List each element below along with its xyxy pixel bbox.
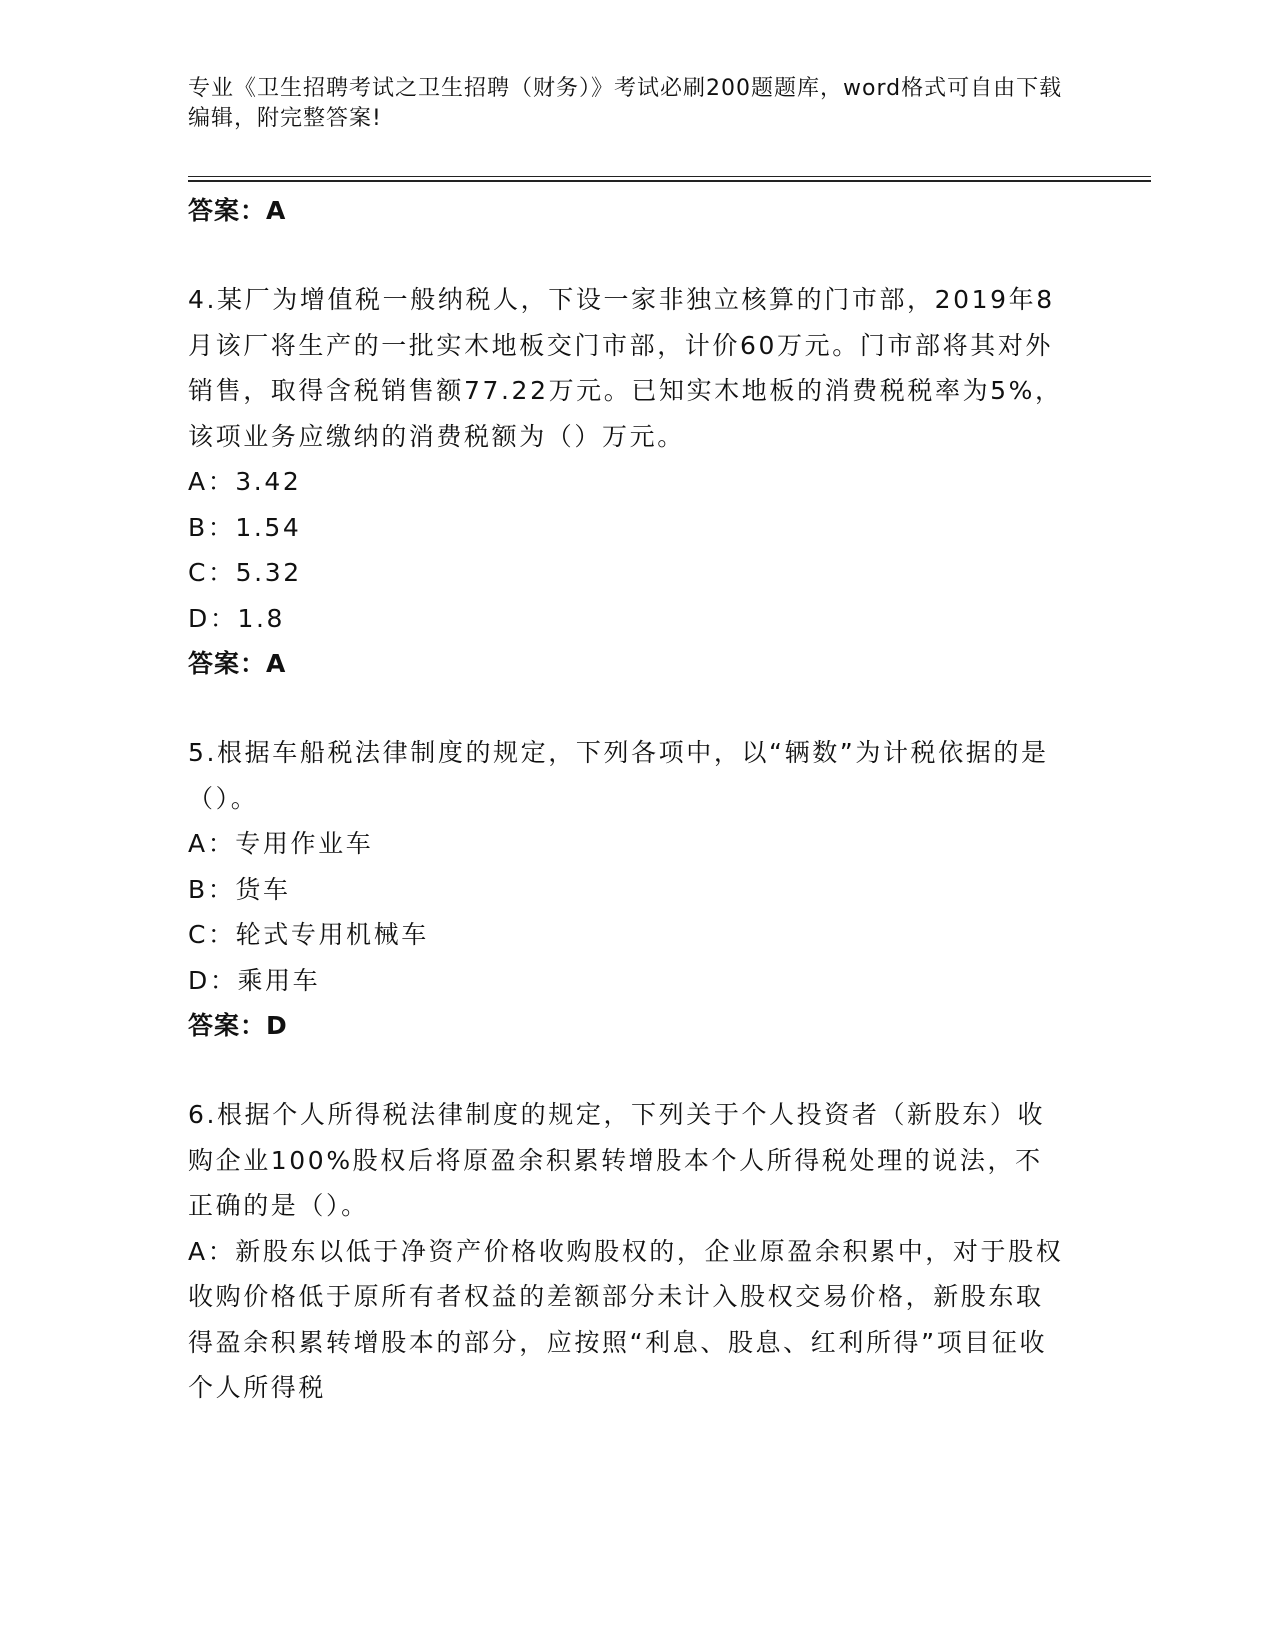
option-d: D：乘用车 <box>188 965 321 995</box>
header-divider-thick <box>188 180 1151 182</box>
option-c: C：5.32 <box>188 558 302 587</box>
question-stem: 6.根据个人所得税法律制度的规定，下列关于个人投资者（新股东）收购企业100%股权后将原盈余积累转增股本个人所得税处理的说法，不正确的是（）。 <box>188 1100 1046 1220</box>
page-header: 专业《卫生招聘考试之卫生招聘（财务）》考试必刷200题题库，word格式可自由下载编辑，附完整答案! <box>188 76 1063 131</box>
question-6 <box>188 1092 1068 1411</box>
question-4 <box>188 277 1068 686</box>
header-divider-thin <box>188 176 1151 177</box>
previous-answer: 答案：A <box>188 196 287 225</box>
answer: 答案：D <box>188 1011 288 1040</box>
question-stem: 4.某厂为增值税一般纳税人，下设一家非独立核算的门市部，2019年8月该厂将生产的一批实木地板交门市部，计价60万元。门市部将其对外销售，取得含税销售额77.22万元。已知实木地板的消费税税率为5%，该项业务应缴纳的消费税额为（）万元。 <box>188 285 1063 451</box>
option-b: B：货车 <box>188 874 291 904</box>
option-d: D：1.8 <box>188 603 286 633</box>
question-list <box>188 188 1068 1411</box>
option-b: B：1.54 <box>188 512 302 542</box>
option-c: C：轮式专用机械车 <box>188 920 429 949</box>
answer: 答案：A <box>188 649 287 678</box>
option-a: A：新股东以低于净资产价格收购股权的，企业原盈余积累中，对于股权收购价格低于原所有者权益的差额部分未计入股权交易价格，新股东取得盈余积累转增股本的部分，应按照“利息、股息、红利所得”项目征收个人所得税 <box>188 1236 1064 1402</box>
question-stem: 5.根据车船税法律制度的规定，下列各项中，以“辆数”为计税依据的是（）。 <box>188 738 1049 813</box>
question-5 <box>188 730 1068 1048</box>
option-a: A：3.42 <box>188 467 302 496</box>
option-a: A：专用作业车 <box>188 829 374 858</box>
